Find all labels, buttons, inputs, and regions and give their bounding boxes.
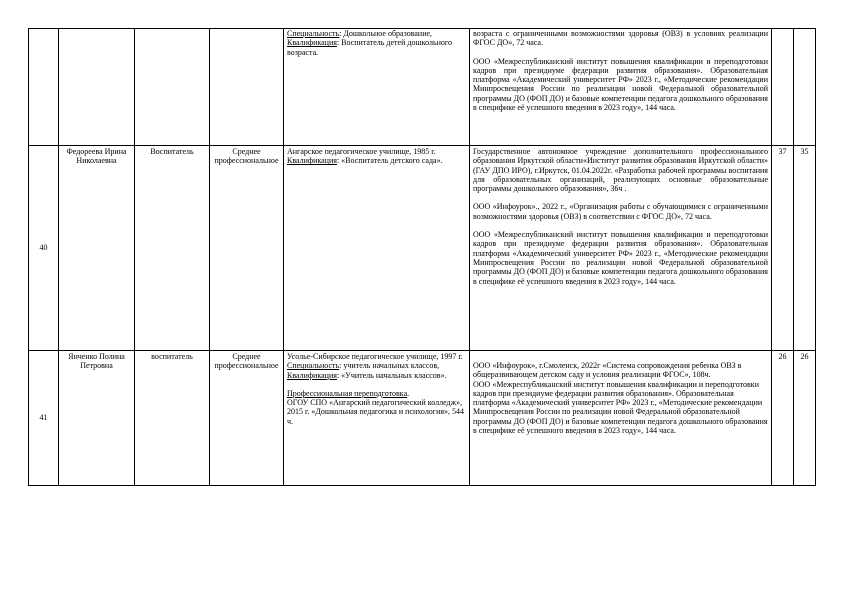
- course-text: ООО «Межреспубликанский институт повышения квалификации и переподготовки кадров при президиуме федерации развития образования». Образовательная платформа «Академический университет РФ» 2023 г., «Методические рекомендации Минпросвещения России по реализации новой Федеральной образовательной программы ДО (ФОП ДО) и базовые компетенции педагога дошкольного образования в специфике её успешного введения в 2023 году», 144 часа.: [473, 56, 768, 113]
- total-experience: 26: [772, 351, 794, 486]
- cell-education: Усолье-Сибирское педагогическое училище, 1997 г. Специальность: учитель начальных классов, Квалификация: «Учитель начальных классов». Профессиональная переподготовка. ОГОУ СПО «Ангарский педагогический колледж», 2015 г. «Дошкольная педагогика и психология», 544 ч.: [284, 351, 470, 486]
- employee-name: Янченко Полина Петровна: [59, 351, 135, 486]
- retrain-label: Профессиональная переподготовка: [287, 388, 408, 398]
- retrain-text: ОГОУ СПО «Ангарский педагогический колледж», 2015 г. «Дошкольная педагогика и психология», 544 ч.: [287, 398, 465, 426]
- cell-courses: [470, 351, 772, 486]
- employee-position: воспитатель: [135, 351, 210, 486]
- cell-name: [59, 29, 135, 146]
- course-text: Государственное автономное учреждение дополнительного профессионального образования Иркутской области«Институт развития образования Иркутской области» (ГАУ ДПО ИРО), г.Иркутск, 01.04.2022г. «Разработка рабочей программы воспитания для образовательных организаций, реализующих основные образовательные программы дошкольного образования», 36ч .: [473, 147, 768, 194]
- employee-name: Федореева Ирина Николаевна: [59, 146, 135, 351]
- course-text: ООО «Межреспубликанский институт повышения квалификации и переподготовки кадров при президиуме федерации развития образования». Образовательная платформа «Академический университет РФ» 2023 г., «Методические рекомендации Минпросвещения России по реализации новой Федеральной образовательной программы ДО (ФОП ДО) и базовые компетенции педагога дошкольного образования в специфике её успешного введения в 2023 году», 144 часа.: [473, 379, 768, 436]
- row-number: 40: [29, 146, 59, 351]
- table-row: [29, 29, 816, 146]
- qual-text: : Воспитатель детей дошкольного возраста.: [287, 38, 452, 57]
- qual-text: : «Учитель начальных классов».: [336, 370, 447, 380]
- course-text: ООО «Межреспубликанский институт повышения квалификации и переподготовки кадров при президиуме федерации развития образования». Образовательная платформа «Академический университет РФ» 2023 г., «Методические рекомендации Минпросвещения России по реализации новой Федеральной образовательной программы ДО (ФОП ДО) и базовые компетенции педагога дошкольного образования в специфике её успешного введения в 2023 году», 144 часа.: [473, 230, 768, 286]
- qual-label: Квалификация: [287, 38, 337, 48]
- table-row: [29, 146, 816, 351]
- row-number: 41: [29, 351, 59, 486]
- cell-position: [135, 29, 210, 146]
- total-experience: 37: [772, 146, 794, 351]
- course-text: ООО «Инфоурок»., 2022 г., «Организация работы с обучающимися с ограниченными возможностями здоровья (ОВЗ) в соответствии с ФГОС ДО», 72 часа.: [473, 202, 768, 221]
- course-text: возраста с ограниченными возможностями здоровья (ОВЗ) в условиях реализации ФГОС ДО», 72 часа.: [473, 29, 768, 48]
- qual-label: Квалификация: [287, 156, 337, 166]
- cell-level: [210, 29, 284, 146]
- qual-label: Квалификация: [287, 370, 337, 380]
- spec-label: Специальность: [287, 29, 340, 38]
- spec-label: Специальность: [287, 361, 340, 371]
- education-level: Среднее профессиональное: [210, 146, 284, 351]
- employee-position: Воспитатель: [135, 146, 210, 351]
- spec-text: : учитель начальных классов,: [339, 361, 440, 371]
- education-level: Среднее профессиональное: [210, 351, 284, 486]
- cell-education: [284, 146, 470, 351]
- ped-experience: 35: [794, 146, 816, 351]
- table-row: [29, 351, 816, 486]
- education-main: Усолье-Сибирское педагогическое училище, 1997 г.: [287, 352, 463, 361]
- education-main: Ангарское педагогическое училище, 1985 г.: [287, 147, 436, 156]
- cell-courses: [470, 29, 772, 146]
- ped-experience: 26: [794, 351, 816, 486]
- cell-num: [29, 29, 59, 146]
- qual-text: : «Воспитатель детского сада».: [336, 156, 443, 166]
- course-text: ООО «Инфоурок», г.Смоленск, 2022г «Система сопровождения ребенка ОВЗ в общеразвивающем детском саду и условия реализации ФГОС», 108ч.: [473, 361, 742, 380]
- cell-education: [284, 29, 470, 146]
- staff-table: [28, 28, 816, 486]
- cell-ped-exp: [794, 29, 816, 146]
- cell-total-exp: [772, 29, 794, 146]
- spec-text: : Дошкольное образование,: [339, 29, 433, 38]
- cell-courses: [470, 146, 772, 351]
